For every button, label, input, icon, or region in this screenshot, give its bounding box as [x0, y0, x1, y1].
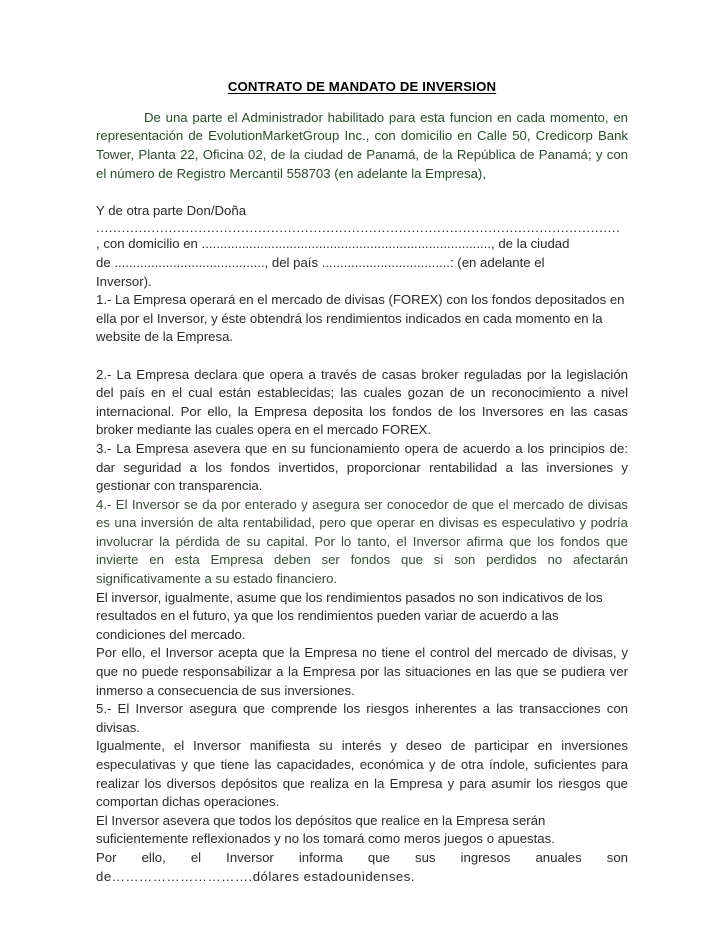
paragraph-clause-3: 3.- La Empresa asevera que en su funcionamiento opera de acuerdo a los principios de: dar seguridad a los fondos invertidos, proporcionar rentabilidad a las inversiones y gestionar con transparencia.: [96, 440, 628, 494]
spacer: [96, 183, 628, 202]
document-content: [96, 78, 628, 886]
paragraph-clause-5d: Por ello, el Inversor informa que sus ingresos anuales son: [96, 849, 628, 865]
paragraph-clause-5b: Igualmente, el Inversor manifiesta su interés y deseo de participar en inversiones especulativas y que tiene las capacidades, económica y de otra índole, suficientes para realizar los diversos depósitos que realiza en la Empresa y para asumir los riesgos que comportan dichas operaciones.: [96, 738, 628, 810]
paragraph-clause-4b: El inversor, igualmente, asume que los rendimientos pasados no son indicativos de los resultados en el futuro, ya que los rendimientos pueden variar de acuerdo a las condiciones del mercado.: [96, 589, 603, 642]
page-title: [96, 78, 628, 96]
dotted-rule-fill: ...........................................................................................................................: [96, 220, 621, 236]
paragraph-clause-4: 4.- El Inversor se da por enterado y asegura ser conocedor de que el mercado de divisas es una inversión de alta rentabilidad, pero que operar en divisas es especulativo y podría involucrar la pérdida de su capital. Por lo tanto, el Inversor afirma que los fondos que invierte en esta Empresa deben ser fondos que si son perdidos no afectarán significativamente a su estado financiero.: [96, 496, 628, 587]
page-title-text: CONTRATO DE MANDATO DE INVERSION: [227, 79, 497, 94]
paragraph-intro: De una parte el Administrador habilitado para esta funcion en cada momento, en representación de EvolutionMarketGroup Inc., con domicilio en Calle 50, Credicorp Bank Tower, Planta 22, Oficina 02, de la ciudad de Panamá, de la República de Panamá; y con el número de Registro Mercantil 558703 (en adelante la Empresa),: [96, 109, 628, 181]
spacer: [96, 347, 628, 366]
paragraph-clause-2: 2.- La Empresa declara que opera a través de casas broker reguladas por la legislación del país en el cual están establecidas; las cuales gozan de un reconocimiento a nivel internacional. Por ello, la Empresa deposita los fondos de los Inversores en las casas broker mediante las cuales opera en el mercado FOREX.: [96, 366, 628, 438]
paragraph-clause-4c: Por ello, el Inversor acepta que la Empresa no tiene el control del mercado de divisas, y que no puede responsabilizar a la Empresa por las situaciones en las que se pudiera ver inmerso a consecuencia de sus inversiones.: [96, 645, 628, 698]
paragraph-other-party-heading: Y de otra parte Don/Doña: [96, 202, 247, 218]
paragraph-party-details-line1: , con domicilio en ..............................................................................., de la ciudad: [96, 236, 570, 252]
paragraph-party-details-line2: de ........................................., del país ...................................: (en adelante el: [96, 254, 545, 270]
paragraph-clause-1: 1.- La Empresa operará en el mercado de divisas (FOREX) con los fondos depositados en ella por el Inversor, y éste obtendrá los rendimientos indicados en cada momento en la website de la Empresa.: [96, 292, 625, 345]
paragraph-clause-5e: de………………………….dólares estadounidenses.: [96, 868, 416, 884]
paragraph-clause-5: 5.- El Inversor asegura que comprende los riesgos inherentes a las transacciones con divisas.: [96, 701, 628, 735]
paragraph-party-details-line3: Inversor).: [96, 273, 152, 289]
paragraph-clause-5c: El Inversor asevera que todos los depósitos que realice en la Empresa serán suficientemente reflexionados y no los tomará como meros juegos o apuestas.: [96, 812, 555, 847]
